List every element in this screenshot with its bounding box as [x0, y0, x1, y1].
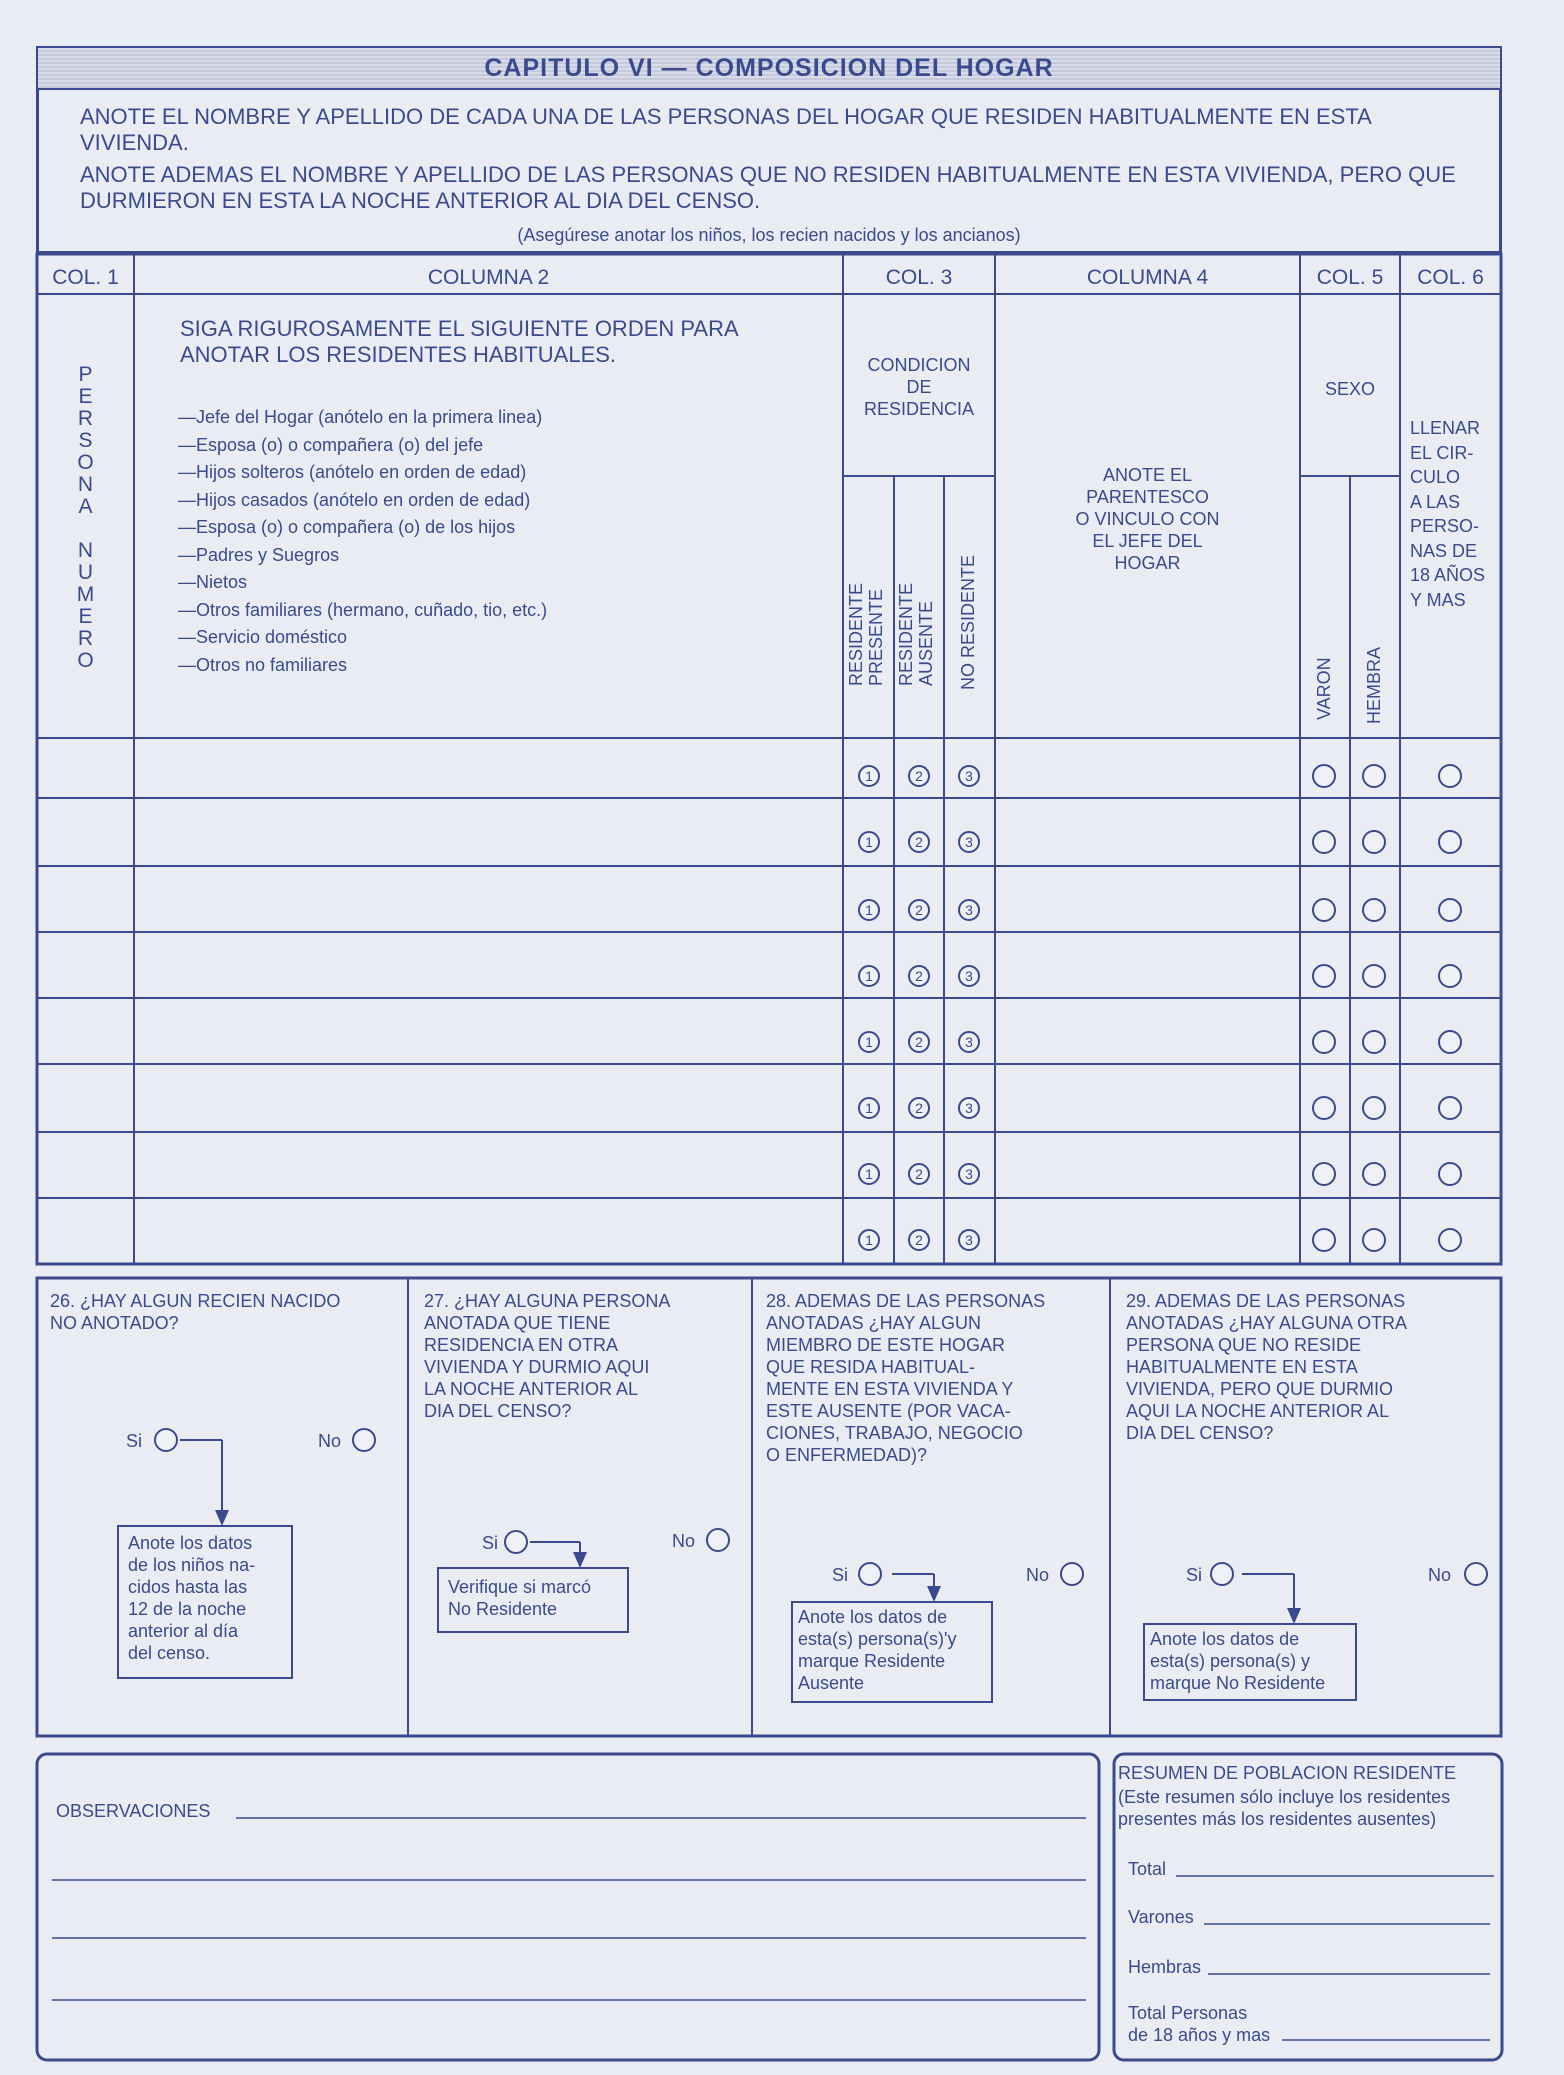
order-list	[178, 406, 838, 681]
q29-no-radio[interactable]	[1464, 1562, 1488, 1586]
residencia-option-3[interactable]: 3	[958, 765, 980, 787]
table-row-parentesco-cell[interactable]	[997, 948, 1298, 1004]
instruction-line-2: ANOTE ADEMAS EL NOMBRE Y APELLIDO DE LAS PERSONAS QUE NO RESIDEN HABITUALMENTE EN ESTA VIVIENDA, PERO QUE DURMIERON EN ESTA LA NOCHE ANTERIOR AL DIA DEL CENSO.	[80, 162, 1456, 213]
mayor-18-circle[interactable]	[1438, 1096, 1462, 1120]
residencia-option-3[interactable]: 3	[958, 965, 980, 987]
residencia-option-3[interactable]: 3	[958, 1031, 980, 1053]
q28-si-label: Si	[832, 1565, 849, 1585]
col6-header: COL. 6	[1417, 266, 1484, 289]
q28-si-radio[interactable]	[858, 1562, 882, 1586]
mayor-18-circle[interactable]	[1438, 764, 1462, 788]
q26-no-label: No	[318, 1431, 342, 1451]
residente-ausente-label: RESIDENTE AUSENTE	[896, 582, 936, 686]
q26-si-radio[interactable]	[154, 1428, 178, 1452]
q27-no-label: No	[672, 1531, 696, 1551]
q27-si-radio[interactable]	[504, 1530, 528, 1554]
table-row-name-cell[interactable]	[136, 948, 841, 1004]
varon-label: VARON	[1314, 657, 1334, 720]
q29-instruction-box: Anote los datos de esta(s) persona(s) y marque No Residente	[1150, 1629, 1326, 1693]
order-item: —Hijos solteros (anótelo en orden de edad)	[178, 462, 527, 482]
parentesco-heading: ANOTE EL PARENTESCO O VINCULO CON EL JEFE DEL HOGAR	[1075, 465, 1220, 573]
order-item: —Esposa (o) o compañera (o) del jefe	[178, 434, 484, 455]
col2-header: COLUMNA 2	[427, 266, 550, 289]
hembra-label: HEMBRA	[1364, 646, 1384, 724]
residencia-option-1[interactable]: 1	[858, 965, 880, 987]
resumen-hembras-field[interactable]	[1208, 1950, 1490, 1974]
table-row-parentesco-cell[interactable]	[997, 882, 1298, 938]
sexo-varon-radio[interactable]	[1312, 764, 1336, 788]
sexo-varon-radio[interactable]	[1312, 830, 1336, 854]
col1-header: COL. 1	[52, 266, 119, 289]
table-row-name-cell[interactable]	[136, 748, 841, 804]
sexo-hembra-radio[interactable]	[1362, 1162, 1386, 1186]
sexo-hembra-radio[interactable]	[1362, 1030, 1386, 1054]
col3-header: COL. 3	[885, 266, 953, 289]
order-heading: SIGA RIGUROSAMENTE EL SIGUIENTE ORDEN PARA ANOTAR LOS RESIDENTES HABITUALES.	[180, 316, 738, 367]
residencia-option-3[interactable]: 3	[958, 1097, 980, 1119]
resumen-title: RESUMEN DE POBLACION RESIDENTE	[1118, 1763, 1457, 1783]
resumen-total-label: Total	[1128, 1859, 1167, 1879]
q29-si-label: Si	[1186, 1565, 1203, 1585]
table-row-name-cell[interactable]	[136, 882, 841, 938]
q26-text: 26. ¿HAY ALGUN RECIEN NACIDO NO ANOTADO?	[50, 1291, 341, 1333]
q28-no-radio[interactable]	[1060, 1562, 1084, 1586]
residencia-option-2[interactable]: 2	[908, 965, 930, 987]
q28-instruction-box: Anote los datos de esta(s) persona(s)'y marque Residente Ausente	[798, 1607, 957, 1693]
mayor-18-circle[interactable]	[1438, 1030, 1462, 1054]
q26-no-radio[interactable]	[352, 1428, 376, 1452]
q29-no-label: No	[1428, 1565, 1452, 1585]
persona-numero-label: P E R S O N A N U M E R O	[76, 363, 95, 672]
order-item: —Jefe del Hogar (anótelo en la primera linea)	[178, 407, 543, 427]
q28-no-label: No	[1026, 1565, 1050, 1585]
mayor-18-circle[interactable]	[1438, 898, 1462, 922]
residencia-option-1[interactable]: 1	[858, 1031, 880, 1053]
residencia-option-2[interactable]: 2	[908, 765, 930, 787]
q27-no-radio[interactable]	[706, 1528, 730, 1552]
chapter-title: CAPITULO VI — COMPOSICION DEL HOGAR	[36, 46, 1502, 90]
table-row-name-cell[interactable]	[136, 814, 841, 870]
residencia-option-2[interactable]: 2	[908, 899, 930, 921]
order-item: —Nietos	[178, 572, 248, 592]
order-item: —Padres y Suegros	[178, 544, 340, 565]
residencia-option-1[interactable]: 1	[858, 1097, 880, 1119]
residencia-option-3[interactable]: 3	[958, 831, 980, 853]
col4-header: COLUMNA 4	[1086, 266, 1209, 289]
col6-instructions: LLENAR EL CIR- CULO A LAS PERSO- NAS DE 18 AÑOS Y MAS	[1410, 418, 1486, 610]
q28-text: 28. ADEMAS DE LAS PERSONAS ANOTADAS ¿HAY ALGUN MIEMBRO DE ESTE HOGAR QUE RESIDA HABITUAL- MENTE EN ESTA VIVIENDA Y ESTE AUSENTE (POR VACA- CIONES, TRABAJO, NEGOCIO O ENFERMEDAD)?	[766, 1291, 1046, 1465]
table-row-name-cell[interactable]	[136, 1080, 841, 1136]
resumen-hembras-label: Hembras	[1128, 1957, 1202, 1977]
residencia-option-1[interactable]: 1	[858, 765, 880, 787]
resumen-total-field[interactable]	[1176, 1852, 1494, 1876]
q27-instruction-box: Verifique si marcó No Residente	[448, 1577, 592, 1619]
residencia-option-2[interactable]: 2	[908, 1097, 930, 1119]
order-item: —Hijos casados (anótelo en orden de edad)	[178, 489, 531, 510]
instruction-note: (Asegúrese anotar los niños, los recien nacidos y los ancianos)	[517, 225, 1021, 245]
sexo-hembra-radio[interactable]	[1362, 764, 1386, 788]
sexo-hembra-radio[interactable]	[1362, 898, 1386, 922]
residencia-option-2[interactable]: 2	[908, 831, 930, 853]
observaciones-label: OBSERVACIONES	[56, 1801, 211, 1821]
table-row-parentesco-cell[interactable]	[997, 1080, 1298, 1136]
q29-text: 29. ADEMAS DE LAS PERSONAS ANOTADAS ¿HAY ALGUNA OTRA PERSONA QUE NO RESIDE HABITUALMENTE EN ESTA VIVIENDA, PERO QUE DURMIO AQUI LA NOCHE ANTERIOR AL DIA DEL CENSO?	[1126, 1291, 1408, 1443]
sexo-varon-radio[interactable]	[1312, 1228, 1336, 1252]
resumen-total-18-field[interactable]	[1282, 2016, 1490, 2040]
observaciones-field[interactable]	[236, 1790, 1086, 1816]
q27-si-label: Si	[482, 1533, 499, 1553]
mayor-18-circle[interactable]	[1438, 1228, 1462, 1252]
sexo-varon-radio[interactable]	[1312, 1096, 1336, 1120]
mayor-18-circle[interactable]	[1438, 830, 1462, 854]
condicion-residencia-heading: CONDICION DE RESIDENCIA	[863, 355, 975, 419]
q27-text: 27. ¿HAY ALGUNA PERSONA ANOTADA QUE TIENE RESIDENCIA EN OTRA VIVIENDA Y DURMIO AQUI LA NOCHE ANTERIOR AL DIA DEL CENSO?	[424, 1291, 671, 1421]
order-item: —Otros familiares (hermano, cuñado, tio, etc.)	[178, 599, 548, 620]
table-row-name-cell[interactable]	[136, 1146, 841, 1202]
mayor-18-circle[interactable]	[1438, 1162, 1462, 1186]
table-row-name-cell[interactable]	[136, 1212, 841, 1268]
resumen-varones-field[interactable]	[1204, 1900, 1490, 1924]
col5-header: COL. 5	[1316, 266, 1384, 289]
order-item: —Servicio doméstico	[178, 627, 348, 647]
instruction-line-1: ANOTE EL NOMBRE Y APELLIDO DE CADA UNA DE LAS PERSONAS DEL HOGAR QUE RESIDEN HABITUALMENTE EN ESTA VIVIENDA.	[80, 104, 1371, 155]
residencia-option-3[interactable]: 3	[958, 1163, 980, 1185]
table-row-parentesco-cell[interactable]	[997, 1014, 1298, 1070]
no-residente-label: NO RESIDENTE	[958, 554, 978, 690]
sexo-hembra-radio[interactable]	[1362, 1228, 1386, 1252]
residencia-option-1[interactable]: 1	[858, 1163, 880, 1185]
table-row-parentesco-cell[interactable]	[997, 748, 1298, 804]
table-row-parentesco-cell[interactable]	[997, 1146, 1298, 1202]
residencia-option-2[interactable]: 2	[908, 1229, 930, 1251]
sexo-heading: SEXO	[1324, 379, 1376, 399]
table-row-name-cell[interactable]	[136, 1014, 841, 1070]
resumen-total-18-label: Total Personas de 18 años y mas	[1128, 2003, 1271, 2045]
order-item: —Otros no familiares	[178, 654, 348, 675]
mayor-18-circle[interactable]	[1438, 964, 1462, 988]
residente-presente-label: RESIDENTE PRESENTE	[846, 582, 886, 686]
residencia-option-1[interactable]: 1	[858, 831, 880, 853]
table-row-parentesco-cell[interactable]	[997, 1212, 1298, 1268]
residencia-option-1[interactable]: 1	[858, 899, 880, 921]
q26-instruction-box: Anote los datos de los niños na- cidos hasta las 12 de la noche anterior al día del censo.	[128, 1533, 256, 1663]
residencia-option-2[interactable]: 2	[908, 1163, 930, 1185]
sexo-varon-radio[interactable]	[1312, 898, 1336, 922]
resumen-varones-label: Varones	[1128, 1907, 1194, 1927]
sexo-hembra-radio[interactable]	[1362, 964, 1386, 988]
residencia-option-3[interactable]: 3	[958, 899, 980, 921]
q26-si-label: Si	[126, 1431, 143, 1451]
resumen-subtitle: (Este resumen sólo incluye los residentes presentes más los residentes ausentes)	[1118, 1787, 1451, 1829]
sexo-varon-radio[interactable]	[1312, 964, 1336, 988]
residencia-option-1[interactable]: 1	[858, 1229, 880, 1251]
sexo-varon-radio[interactable]	[1312, 1030, 1336, 1054]
sexo-varon-radio[interactable]	[1312, 1162, 1336, 1186]
order-item: —Esposa (o) o compañera (o) de los hijos	[178, 517, 516, 537]
q29-si-radio[interactable]	[1210, 1562, 1234, 1586]
residencia-option-2[interactable]: 2	[908, 1031, 930, 1053]
sexo-hembra-radio[interactable]	[1362, 1096, 1386, 1120]
sexo-hembra-radio[interactable]	[1362, 830, 1386, 854]
table-row-parentesco-cell[interactable]	[997, 814, 1298, 870]
residencia-option-3[interactable]: 3	[958, 1229, 980, 1251]
